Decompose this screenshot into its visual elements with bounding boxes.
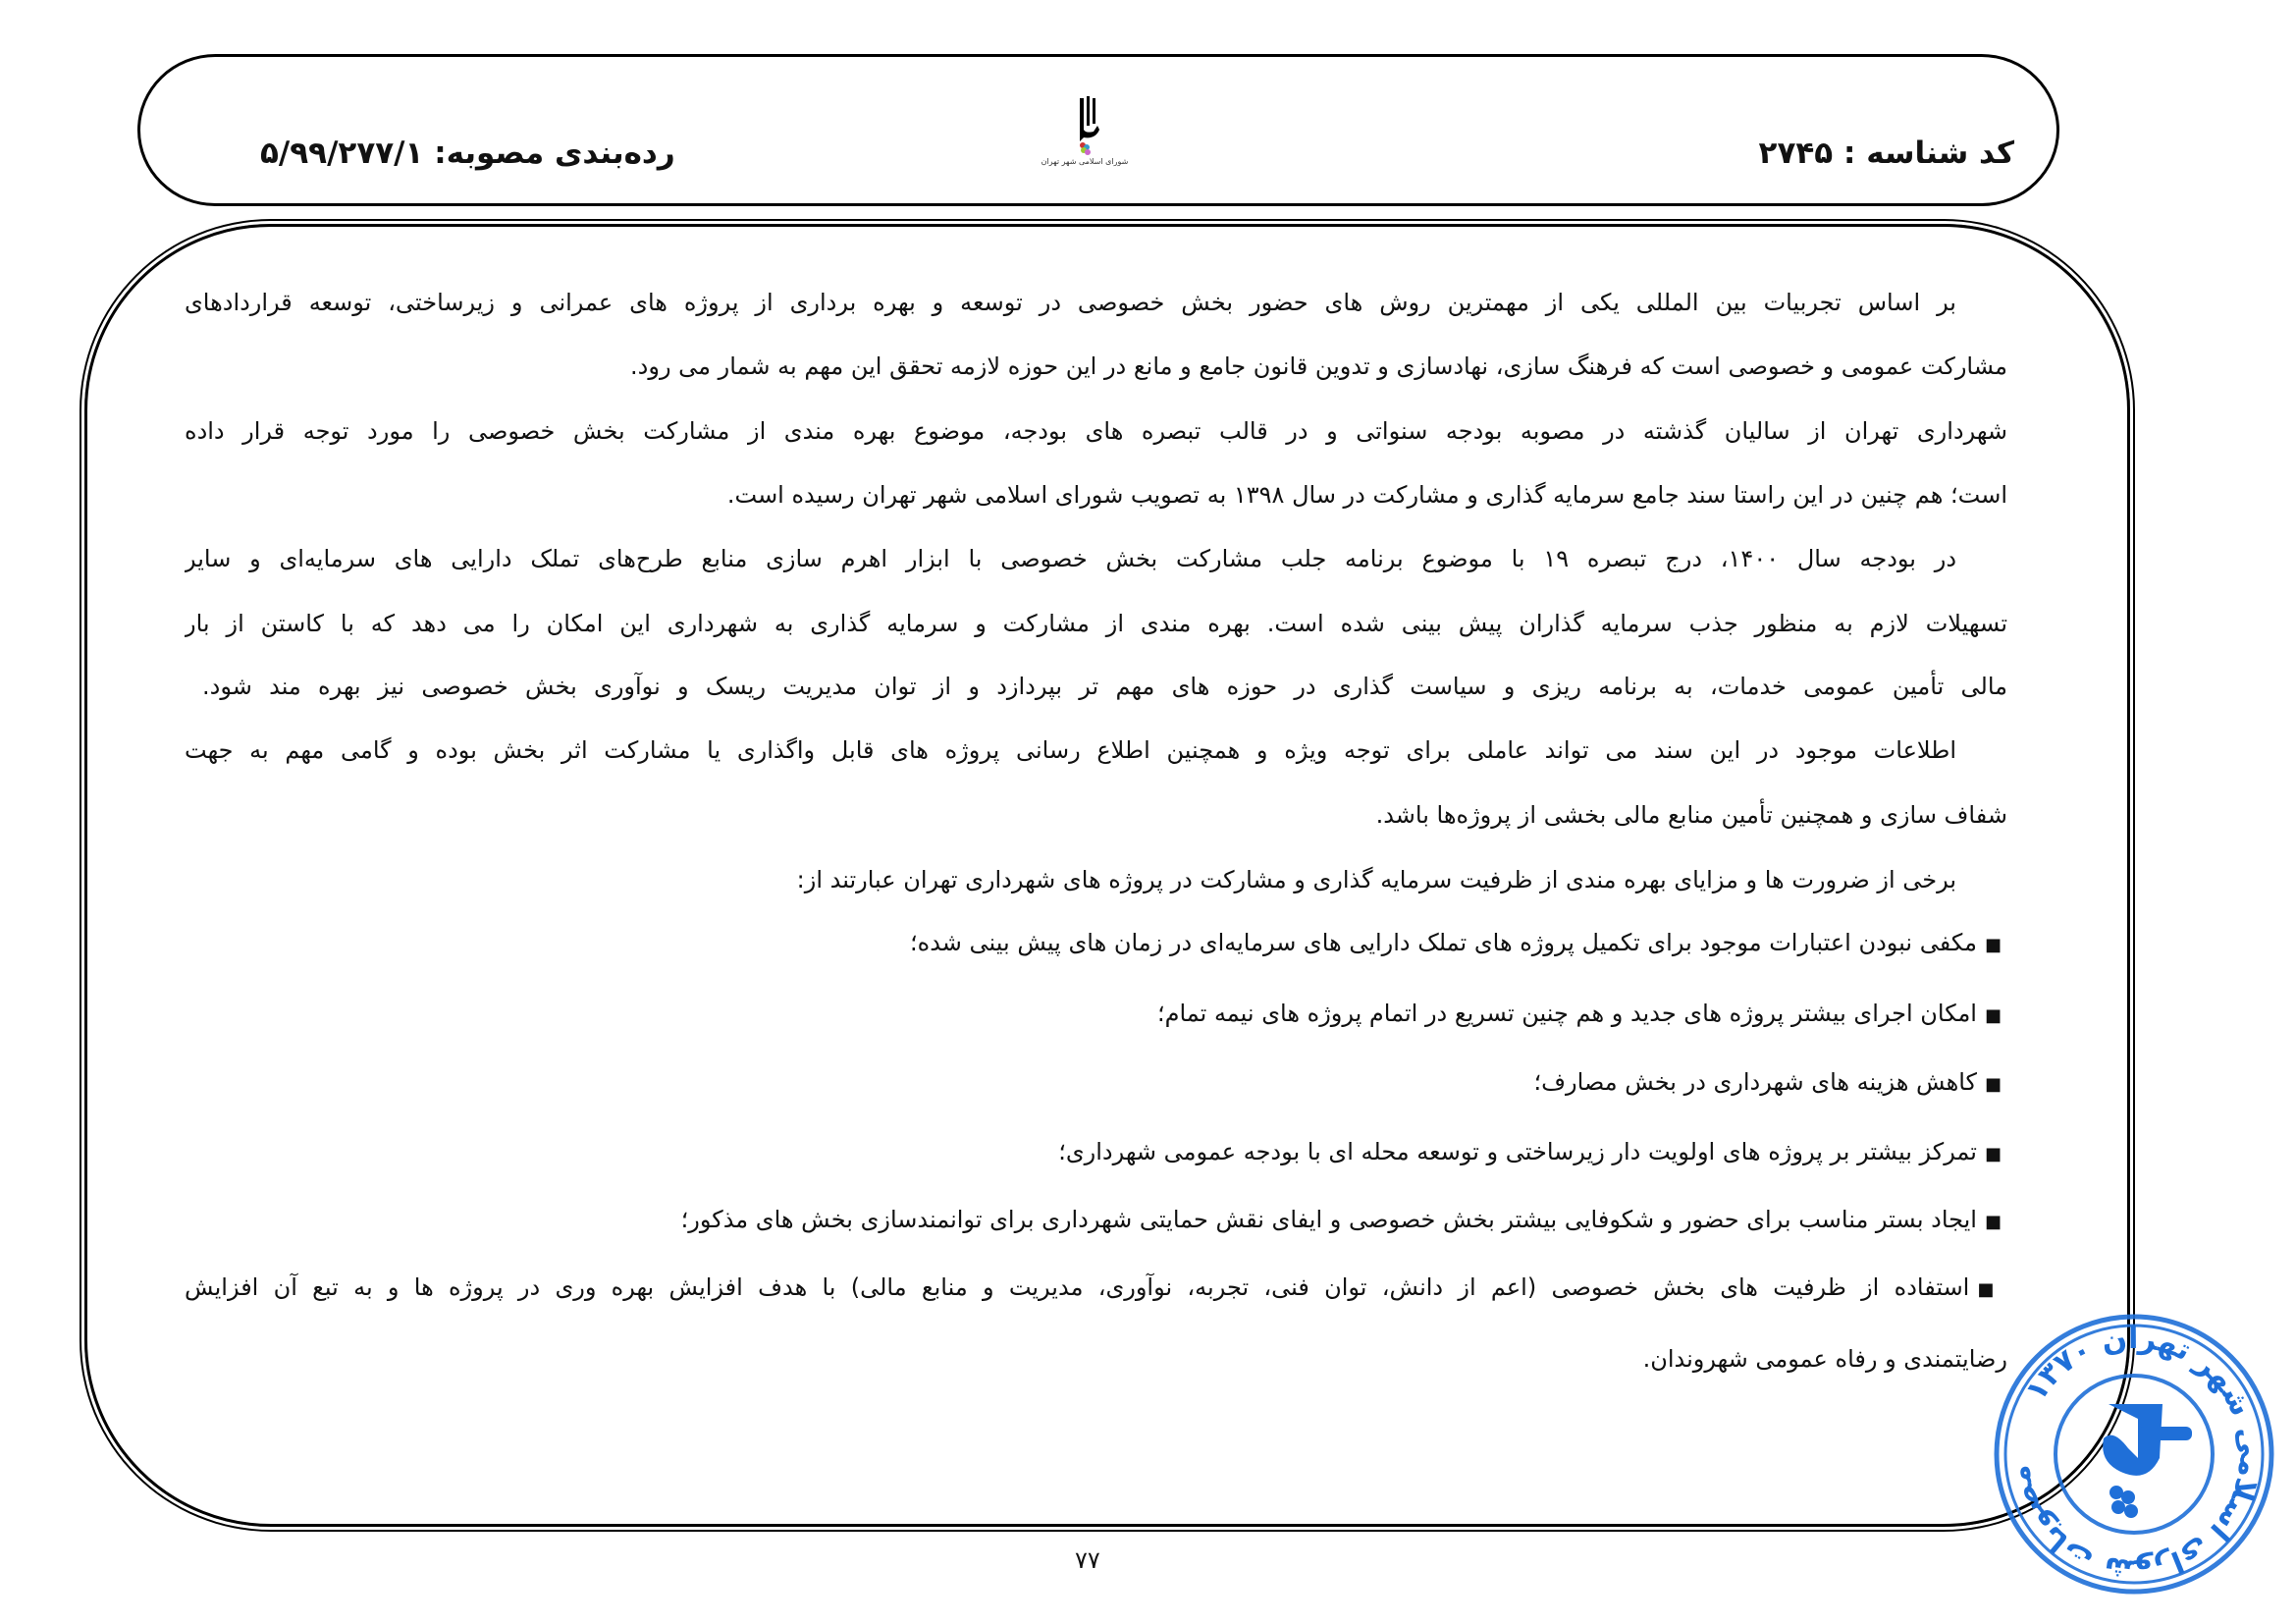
council-logo [1041,90,1129,167]
page-number: ۷۷ [1075,1546,1100,1574]
paragraph-line: شهرداری تهران از سالیان گذشته در مصوبه بودجه سنواتی و در قالب تبصره های بودجه، موضوع بهره مندی از مشارکت بخش خصوصی را مورد توجه قرار داده [185,417,2007,445]
document-id-code: کد شناسه : ۲۷۴۵ [1758,135,2014,171]
bullet-text: امکان اجرای بیشتر پروژه های جدید و هم چنین تسریع در اتمام پروژه های نیمه تمام؛ [1156,1000,1977,1027]
bullet-text: ایجاد بستر مناسب برای حضور و شکوفایی بیشتر بخش خصوصی و ایفای نقش حمایتی شهرداری برای توانمندسازی بخش های مذکور؛ [680,1206,1977,1233]
svg-text:شورای اسلامی شهر تهران: شورای اسلامی شهر تهران [1041,157,1129,166]
bullet-item [1058,1132,2002,1174]
bullet-text: کاهش هزینه های شهرداری در بخش مصارف؛ [1533,1068,1977,1096]
bullet-item [910,923,2002,965]
svg-text:مصوبات شورای اسلامی شهر تهران: مصوبات شورای اسلامی شهر تهران ۱۳۷۰ [2002,1321,2268,1588]
paragraph-line: رضایتمندی و رفاه عمومی شهروندان. [1642,1345,2007,1373]
bullet-text: مکفی نبودن اعتبارات موجود برای تکمیل پروژه های تملک دارایی های سرمایه‌ای در زمان های پیش بینی شده؛ [910,929,1977,956]
bullet-item [681,1200,2002,1242]
paragraph-line: اطلاعات موجود در این سند می تواند عاملی برای توجه ویژه و همچنین اطلاع رسانی پروژه های قابل واگذاری یا مشارکت اثر بخش بوده و گامی مهم به جهت [185,736,1956,764]
bullet-icon: ■ [1984,1144,2002,1164]
paragraph-line: بر اساس تجربیات بین المللی یکی از مهمترین روش های حضور بخش خصوصی در توسعه و بهره برداری از پروژه های عمرانی و زیرساختی، توسعه قراردادهای [185,289,1956,316]
paragraph-line: در بودجه سال ۱۴۰۰، درج تبصره ۱۹ با موضوع برنامه جلب مشارکت بخش خصوصی با ابزار اهرم سازی منابع طرح‌های تملک دارایی های سرمایه‌ای و سایر [185,545,1956,572]
paragraph-line: مشارکت عمومی و خصوصی است که فرهنگ سازی، نهادسازی و تدوین قانون جامع و مانع در این حوزه لازمه تحقق این مهم به شمار می رود. [630,352,2007,380]
bullet-item [1534,1062,2002,1105]
paragraph-line: شفاف سازی و همچنین تأمین منابع مالی بخشی از پروژه‌ها باشد. [1375,801,2007,829]
bullet-item [185,1268,2002,1307]
paragraph-line: مالی تأمین عمومی خدمات، به برنامه ریزی و سیاست گذاری در حوزه های مهم تر بپردازد و از توان مدیریت ریسک و نوآوری بخش خصوصی نیز بهره مند شود. [202,673,2007,700]
bullet-icon: ■ [1984,1074,2002,1095]
paragraph-line: است؛ هم چنین در این راستا سند جامع سرمایه گذاری و مشارکت در سال ۱۳۹۸ به تصویب شورای اسلامی شهر تهران رسیده است. [726,481,2007,509]
bullet-icon: ■ [1984,1005,2002,1026]
paragraph-line: تسهیلات لازم به منظور جذب سرمایه گذاران پیش بینی شده است. بهره مندی از مشارکت و سرمایه گذاری به شهرداری این امکان را می دهد که با کاستن از بار [185,610,2007,637]
bullet-text: تمرکز بیشتر بر پروژه های اولویت دار زیرساختی و توسعه محله ای با بودجه عمومی شهرداری؛ [1058,1138,1977,1165]
paragraph-line: برخی از ضرورت ها و مزایای بهره مندی از ظرفیت سرمایه گذاری و مشارکت در پروژه های شهرداری تهران عبارتند از: [796,866,1956,893]
bullet-icon: ■ [1977,1279,2002,1300]
resolution-classification: رده‌بندی مصوبه: ۵/۹۹/۲۷۷/۱ [260,135,675,171]
bullet-text: استفاده از ظرفیت های بخش خصوصی (اعم از دانش، توان فنی، تجربه، نوآوری، مدیریت و منابع مالی) با هدف افزایش بهره وری در پروژه ها و به تبع آن افزایش [185,1273,1970,1301]
bullet-item [1157,994,2002,1036]
bullet-icon: ■ [1984,1212,2002,1232]
council-seal-stamp [1991,1311,2277,1597]
bullet-icon: ■ [1984,935,2002,955]
